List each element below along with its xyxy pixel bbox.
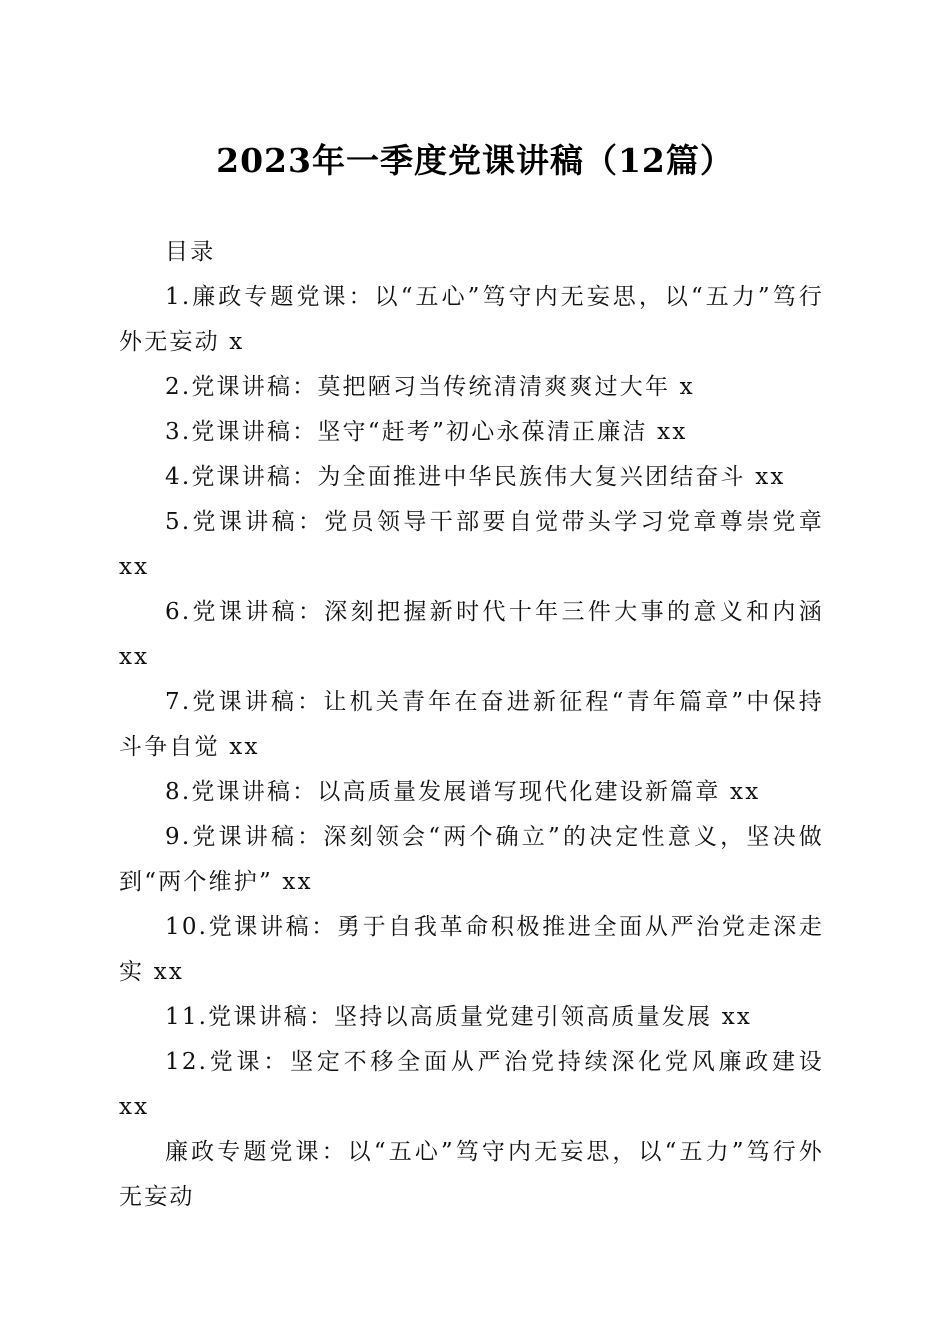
toc-item: 6.党课讲稿：深刻把握新时代十年三件大事的意义和内涵 xx xyxy=(119,599,824,670)
document-title: 2023年一季度党课讲稿（12篇） xyxy=(216,141,734,180)
toc-item: 2.党课讲稿：莫把陋习当传统清清爽爽过大年 x xyxy=(165,374,695,400)
toc-item: 10.党课讲稿：勇于自我革命积极推进全面从严治党走深走实 xx xyxy=(119,914,824,985)
toc-heading: 目录 xyxy=(165,239,216,265)
toc-item: 1.廉政专题党课：以“五心”笃守内无妄思，以“五力”笃行外无妄动 x xyxy=(119,284,824,355)
toc-item: 7.党课讲稿：让机关青年在奋进新征程“青年篇章”中保持斗争自觉 xx xyxy=(119,689,824,760)
toc-item: 9.党课讲稿：深刻领会“两个确立”的决定性意义，坚决做到“两个维护” xx xyxy=(119,824,824,895)
toc-item: 11.党课讲稿：坚持以高质量党建引领高质量发展 xx xyxy=(165,1004,753,1030)
document-body xyxy=(119,230,824,1220)
toc-item: 3.党课讲稿：坚守“赶考”初心永葆清正廉洁 xx xyxy=(165,419,688,445)
toc-item: 4.党课讲稿：为全面推进中华民族伟大复兴团结奋斗 xx xyxy=(165,464,786,490)
toc-item: 5.党课讲稿：党员领导干部要自觉带头学习党章尊崇党章 xx xyxy=(119,509,824,580)
toc-item: 8.党课讲稿：以高质量发展谱写现代化建设新篇章 xx xyxy=(165,779,761,805)
toc-item: 12.党课：坚定不移全面从严治党持续深化党风廉政建设 xx xyxy=(119,1049,824,1120)
section-heading: 廉政专题党课：以“五心”笃守内无妄思，以“五力”笃行外无妄动 xyxy=(119,1139,824,1210)
